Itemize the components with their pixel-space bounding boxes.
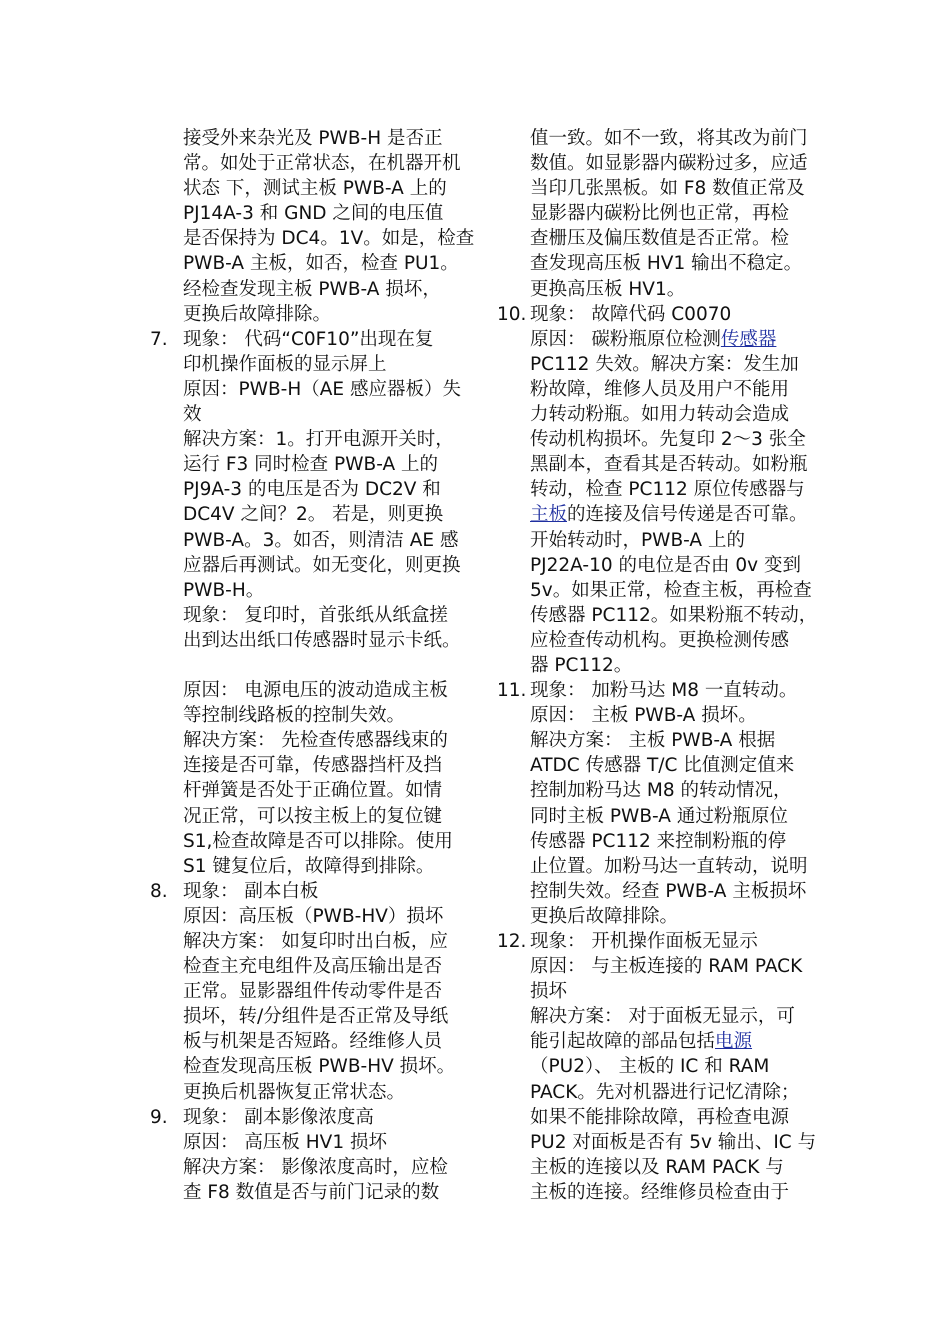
text-line	[497, 728, 810, 753]
item-number: 9.	[150, 1106, 168, 1128]
text-line	[150, 502, 460, 527]
item-number: 8.	[150, 880, 168, 902]
text-line	[497, 1080, 810, 1105]
text-line	[497, 904, 810, 929]
line-text: 经检查发现主板 PWB-A 损坏，	[183, 278, 441, 300]
line-text-after-link: 的连接及信号传递是否可靠。	[567, 504, 808, 526]
line-text: 如果不能排除故障，再检查电源	[530, 1106, 790, 1128]
text-line	[497, 979, 810, 1004]
text-line	[150, 1080, 460, 1105]
text-line	[150, 954, 460, 979]
text-line	[497, 452, 810, 477]
text-line	[150, 829, 460, 854]
item-heading-line	[150, 879, 460, 904]
item-heading-line	[150, 327, 460, 352]
text-line	[150, 1029, 460, 1054]
text-line	[497, 327, 810, 352]
line-text: 查发现高压板 HV1 输出不稳定。	[530, 253, 803, 275]
line-text: 当印几张黑板。如 F8 数值正常及	[530, 178, 805, 200]
item-heading-line	[150, 1105, 460, 1130]
text-line	[150, 277, 460, 302]
line-text: 控制失效。经查 PWB-A 主板损坏	[530, 880, 807, 902]
text-line	[150, 226, 475, 251]
line-text: 器 PC112。	[530, 654, 633, 676]
item-number: 7.	[150, 328, 168, 350]
line-text: 现象： 代码“C0F10”出现在复	[183, 328, 434, 350]
line-text: 现象： 副本白板	[183, 880, 319, 902]
text-line	[150, 979, 460, 1004]
line-text: 等控制线路板的控制失效。	[183, 705, 406, 727]
line-text: 常。如处于正常状态，在机器开机	[183, 153, 461, 175]
line-text: 更换后故障排除。	[183, 303, 332, 325]
line-text: 现象： 开机操作面板无显示	[530, 931, 758, 952]
line-text: 解决方案： 主板 PWB-A 根据	[530, 730, 776, 752]
text-line	[150, 126, 460, 151]
line-text: 解决方案： 如复印时出白板，应	[183, 931, 448, 952]
line-text: PC112 失效。解决方案：发生加	[530, 353, 799, 375]
line-text: 转动，检查 PC112 原位传感器与	[530, 479, 805, 501]
text-line	[497, 402, 810, 427]
line-text: 效	[183, 404, 202, 426]
line-text: PU2 对面板是否有 5v 输出、IC 与	[530, 1131, 817, 1153]
text-line	[150, 377, 460, 402]
text-line	[150, 1130, 460, 1155]
line-text: 损坏	[530, 981, 568, 1003]
line-text: 现象： 复印时，首张纸从纸盒搓	[183, 604, 448, 626]
line-text: PJ22A-10 的电位是否由 0v 变到	[530, 554, 801, 576]
line-text: PACK。先对机器进行记忆清除；	[530, 1081, 800, 1103]
text-line	[497, 352, 810, 377]
text-line	[497, 277, 810, 302]
line-text: 查 F8 数值是否与前门记录的数	[183, 1181, 440, 1203]
line-text: 更换后机器恢复正常状态。	[183, 1081, 406, 1103]
text-line	[150, 176, 460, 201]
text-line	[150, 854, 460, 879]
text-line	[150, 678, 460, 703]
line-text: 原因：PWB-H（AE 感应器板）失	[183, 378, 461, 400]
line-text: 原因： 与主板连接的 RAM PACK	[530, 956, 803, 978]
text-line	[150, 628, 460, 653]
line-text: 应检查传动机构。更换检测传感	[530, 629, 790, 651]
line-text: 更换高压板 HV1。	[530, 278, 686, 300]
text-line	[497, 251, 810, 276]
text-line	[150, 1155, 460, 1180]
text-line	[150, 402, 460, 427]
line-text: 正常。显影器组件传动零件是否	[183, 981, 443, 1003]
text-line	[150, 528, 460, 553]
line-text: 解决方案：1。打开电源开关时，	[183, 429, 454, 451]
text-line	[497, 528, 810, 553]
text-line	[150, 251, 460, 276]
text-line	[497, 628, 810, 653]
line-text: 显影器内碳粉比例也正常，再检	[530, 203, 790, 225]
line-text: 更换后故障排除。	[530, 905, 679, 927]
text-line	[150, 603, 460, 628]
text-line	[150, 553, 460, 578]
item-number: 10.	[497, 303, 527, 325]
text-line	[497, 1105, 810, 1130]
text-line	[150, 728, 460, 753]
line-text: 原因： 碳粉瓶原位检测	[530, 328, 721, 350]
line-text: 传动机构损坏。先复印 2～3 张全	[530, 429, 806, 451]
text-line	[150, 653, 460, 678]
line-text: 出到达出纸口传感器时显示卡纸。	[183, 629, 461, 651]
right-column	[497, 126, 818, 1205]
hyperlink[interactable]: 主板	[530, 504, 568, 526]
text-line	[150, 929, 460, 954]
line-text: 杆弹簧是否处于正确位置。如情	[183, 780, 443, 802]
line-text: 传感器 PC112。如果粉瓶不转动，	[530, 604, 818, 626]
item-number: 11.	[497, 680, 527, 702]
line-text: ATDC 传感器 T/C 比值测定值来	[530, 755, 795, 777]
line-text: 解决方案： 影像浓度高时，应检	[183, 1156, 448, 1178]
text-line	[150, 1180, 460, 1205]
text-line	[497, 1180, 810, 1205]
text-line	[497, 1004, 810, 1029]
line-text: 能引起故障的部品包括	[530, 1031, 716, 1053]
line-text: 状态 下，测试主板 PWB-A 上的	[183, 178, 447, 200]
line-text: S1 键复位后，故障得到排除。	[183, 855, 435, 877]
line-text: PWB-A 主板，如否，检查 PU1。	[183, 253, 459, 275]
line-text: 板与机架是否短路。经维修人员	[183, 1031, 443, 1053]
hyperlink[interactable]: 传感器	[720, 328, 777, 350]
text-line	[497, 377, 810, 402]
line-text: 现象： 故障代码 C0070	[530, 303, 732, 325]
text-line	[497, 954, 810, 979]
line-text: DC4V 之间？2。 若是，则更换	[183, 504, 444, 526]
text-line	[150, 1054, 460, 1079]
text-line	[150, 904, 460, 929]
line-text: 原因： 主板 PWB-A 损坏。	[530, 705, 757, 727]
line-text: 黑副本，查看其是否转动。如粉瓶	[530, 454, 808, 476]
text-line	[150, 302, 460, 327]
line-text: 是否保持为 DC4。1V。如是，检查	[183, 228, 475, 250]
line-text: 现象： 副本影像浓度高	[183, 1106, 374, 1128]
line-text: PWB-H。	[183, 579, 265, 601]
text-line	[497, 879, 810, 904]
line-text: 况正常，可以按主板上的复位键	[183, 805, 443, 827]
line-text: 原因： 电源电压的波动造成主板	[183, 680, 448, 702]
item-heading-line	[497, 302, 810, 327]
text-line	[150, 151, 460, 176]
line-text: 查栅压及偏压数值是否正常。检	[530, 228, 790, 250]
text-line	[497, 829, 810, 854]
line-text: 5v。如果正常，检查主板，再检查	[530, 579, 812, 601]
text-line	[150, 1004, 460, 1029]
text-line	[497, 477, 810, 502]
text-line	[150, 201, 460, 226]
text-line	[497, 854, 810, 879]
text-line	[150, 427, 460, 452]
text-line	[497, 753, 810, 778]
line-text: 印机操作面板的显示屏上	[183, 353, 387, 375]
line-text: 解决方案： 先检查传感器线束的	[183, 730, 448, 752]
line-text: 粉故障，维修人员及用户不能用	[530, 378, 790, 400]
item-number: 12.	[497, 931, 527, 952]
line-text: 原因：高压板（PWB-HV）损坏	[183, 905, 444, 927]
text-line	[497, 703, 810, 728]
text-line	[150, 753, 460, 778]
text-line	[497, 603, 818, 628]
line-text: 值一致。如不一致，将其改为前门	[530, 128, 808, 149]
text-line	[497, 553, 810, 578]
line-text: 同时主板 PWB-A 通过粉瓶原位	[530, 805, 788, 827]
text-line	[497, 201, 810, 226]
text-line	[497, 151, 810, 176]
line-text: 连接是否可靠，传感器挡杆及挡	[183, 755, 443, 777]
text-line	[497, 176, 810, 201]
line-text: 传感器 PC112 来控制粉瓶的停	[530, 830, 787, 852]
text-line	[497, 804, 810, 829]
text-line	[497, 1155, 810, 1180]
item-heading-line	[497, 929, 810, 954]
text-line	[150, 804, 460, 829]
text-line	[497, 427, 810, 452]
line-text: 接受外来杂光及 PWB-H 是否正	[183, 128, 443, 149]
text-line	[150, 352, 460, 377]
line-text: 现象： 加粉马达 M8 一直转动。	[530, 680, 798, 702]
text-line	[497, 126, 810, 151]
text-line	[497, 778, 810, 803]
line-text: 数值。如显影器内碳粉过多，应适	[530, 153, 808, 175]
line-text: PJ9A-3 的电压是否为 DC2V 和	[183, 479, 441, 501]
line-text: PJ14A-3 和 GND 之间的电压值	[183, 203, 444, 225]
text-line	[497, 653, 810, 678]
text-line	[150, 578, 460, 603]
line-text: 检查发现高压板 PWB-HV 损坏。	[183, 1056, 456, 1078]
line-text: 检查主充电组件及高压输出是否	[183, 956, 443, 978]
line-text: 运行 F3 同时检查 PWB-A 上的	[183, 454, 438, 476]
line-text: 主板的连接。经维修员检查由于	[530, 1181, 790, 1203]
text-line	[150, 452, 460, 477]
line-text: 损坏，转/分组件是否正常及导纸	[183, 1006, 449, 1028]
item-heading-line	[497, 678, 810, 703]
text-line	[497, 502, 810, 527]
text-line	[497, 578, 810, 603]
text-line	[150, 703, 460, 728]
line-text: 控制加粉马达 M8 的转动情况，	[530, 780, 792, 802]
line-text: 主板的连接以及 RAM PACK 与	[530, 1156, 784, 1178]
text-line	[150, 477, 460, 502]
line-text: 开始转动时，PWB-A 上的	[530, 529, 745, 551]
text-line	[497, 1130, 817, 1155]
line-text: PWB-A。3。如否，则清洁 AE 感	[183, 529, 459, 551]
line-text: 解决方案： 对于面板无显示，可	[530, 1006, 795, 1028]
left-column	[150, 126, 475, 1205]
line-text: 原因： 高压板 HV1 损坏	[183, 1131, 387, 1153]
text-line	[497, 226, 810, 251]
text-line	[497, 1054, 810, 1079]
line-text: 力转动粉瓶。如用力转动会造成	[530, 404, 790, 426]
line-text: 止位置。加粉马达一直转动，说明	[530, 855, 808, 877]
text-line	[497, 1029, 810, 1054]
text-line	[150, 778, 460, 803]
hyperlink[interactable]: 电源	[715, 1031, 753, 1053]
line-text: 应器后再测试。如无变化，则更换	[183, 554, 461, 576]
line-text: （PU2）、 主板的 IC 和 RAM	[530, 1056, 770, 1078]
line-text: S1,检查故障是否可以排除。使用	[183, 830, 453, 852]
